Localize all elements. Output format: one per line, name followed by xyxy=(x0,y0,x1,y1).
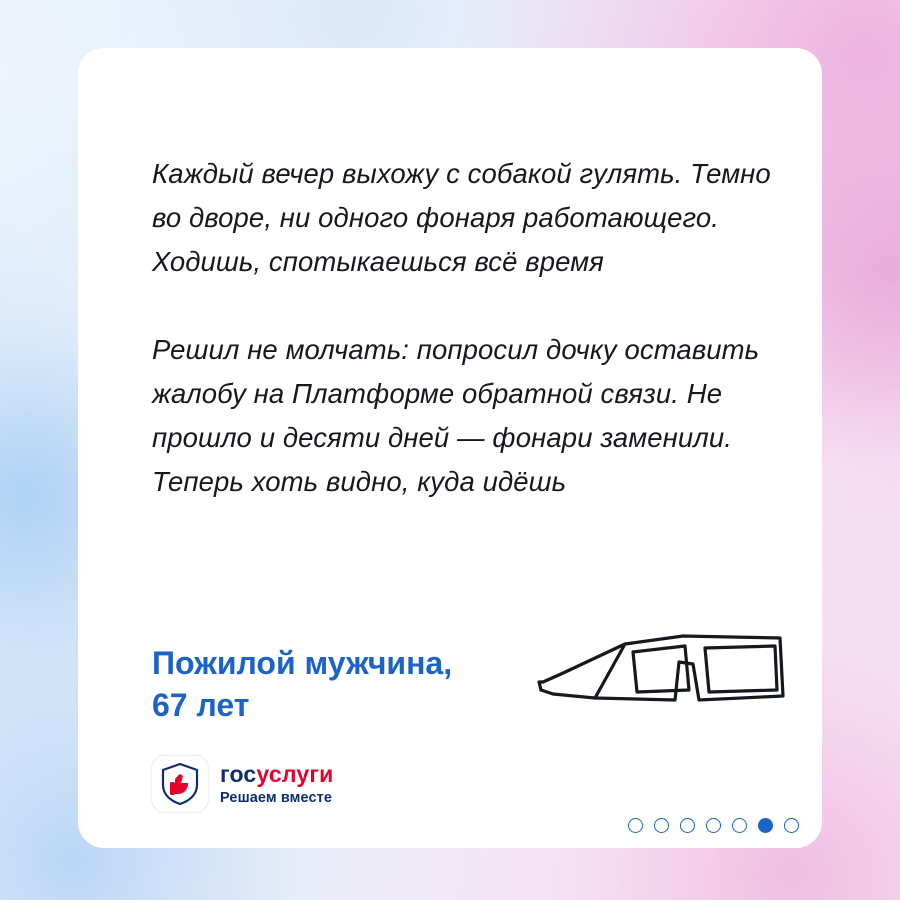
pagination-dot[interactable] xyxy=(654,818,669,833)
pagination-dot[interactable] xyxy=(628,818,643,833)
story-text xyxy=(152,152,772,504)
gosuslugi-logo xyxy=(152,756,333,812)
story-paragraph-2: Решил не молчать: попросил дочку оставить жалобу на Платформе обратной связи. Не прошло и десяти дней — фонари заменили. Теперь хоть видно, куда идёшь xyxy=(152,334,760,497)
story-paragraph-1: Каждый вечер выхожу с собакой гулять. Темно во дворе, ни одного фонаря работающего. Ходишь, спотыкаешься всё время xyxy=(152,158,771,277)
glasses-icon xyxy=(533,608,803,718)
pagination-dot[interactable] xyxy=(732,818,747,833)
pagination-dots[interactable] xyxy=(628,818,799,833)
content-card xyxy=(78,48,822,848)
gosuslugi-title-part1: гос xyxy=(220,760,257,787)
gosuslugi-wordmark xyxy=(220,760,334,806)
pagination-dot[interactable] xyxy=(784,818,799,833)
gosuslugi-subtitle: Решаем вместе xyxy=(220,789,333,806)
pagination-dot[interactable] xyxy=(680,818,695,833)
gosuslugi-title-part2: услуги xyxy=(256,760,334,787)
author-line-1: Пожилой мужчина, xyxy=(152,645,453,681)
author-caption xyxy=(152,642,572,726)
gosuslugi-shield-thumbsup-icon xyxy=(152,756,208,812)
pagination-dot[interactable] xyxy=(706,818,721,833)
author-line-2: 67 лет xyxy=(152,687,250,723)
pagination-dot-active[interactable] xyxy=(758,818,773,833)
gosuslugi-title xyxy=(220,760,334,787)
